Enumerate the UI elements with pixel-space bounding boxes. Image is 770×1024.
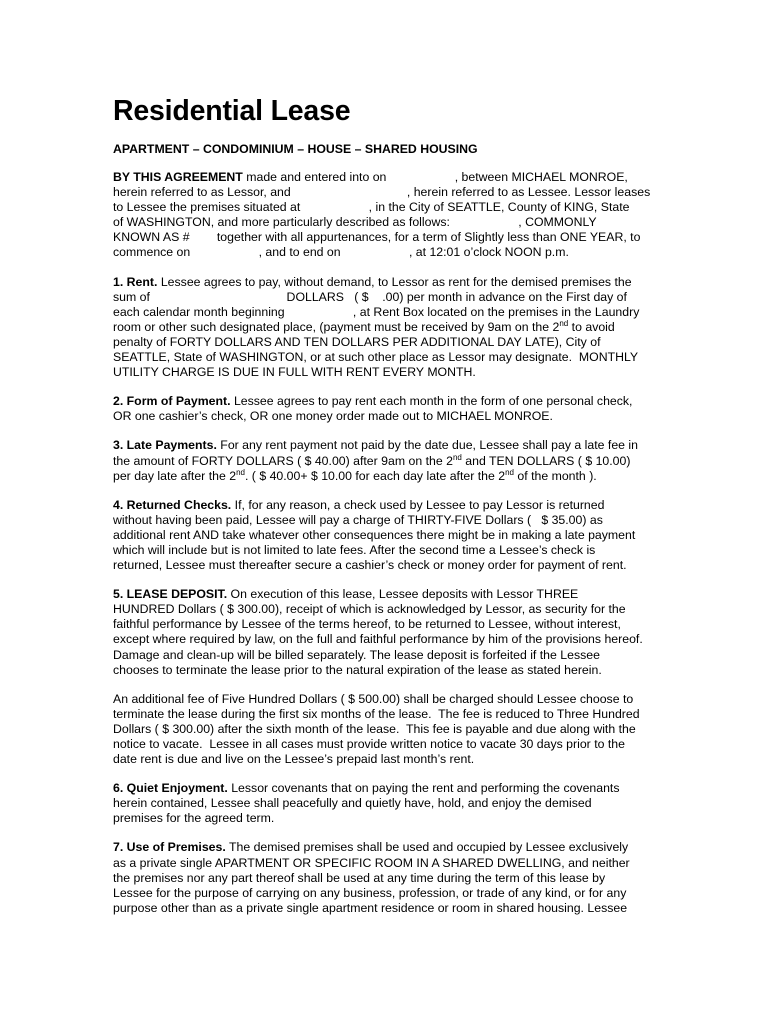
document-title: Residential Lease: [113, 95, 351, 127]
paragraph-heading: 4. Returned Checks.: [113, 497, 232, 512]
agreement-paragraph: BY THIS AGREEMENT made and entered into on , between MICHAEL MONROE, herein referred to as Lessor, and , herein referred to as Lessee. Lessor leases to Lessee the premises situated at , in the City of SEATTLE, County of KING, State of WASHINGTON, and more particularly described as follows: , COMMONLY KNOWN AS # together with all appurtenances, for a term of Slightly less than ONE YEAR, to commence on , and to end on , at 12:01 o’clock NOON p.m.: [113, 170, 651, 260]
lease-deposit-paragraph: 5. LEASE DEPOSIT. On execution of this lease, Lessee deposits with Lessor THREE HUNDRED Dollars ( $ 300.00), receipt of which is acknowledged by Lessor, as security for the faithful performance by Lessee of the terms hereof, to be returned to Lessee, without interest, except where required by law, on the full and faithful performance by him of the provisions hereof. Damage and clean-up will be billed separately. The lease deposit is forfeited if the Lessee chooses to terminate the lease prior to the natural expiration of the lease as stated herein.: [113, 587, 643, 677]
paragraph-heading: BY THIS AGREEMENT: [113, 170, 243, 184]
paragraph-heading: 5. LEASE DEPOSIT.: [113, 587, 228, 602]
lease-document: [113, 92, 658, 916]
paragraph-heading: 6. Quiet Enjoyment.: [113, 781, 228, 796]
late-payments-paragraph: 3. Late Payments. For any rent payment not paid by the date due, Lessee shall pay a late fee in the amount of FORTY DOLLARS ( $ 40.00) after 9am on the 2nd and TEN DOLLARS ( $ 10.00) per day late after the 2nd. ( $ 40.00+ $ 10.00 for each day late after the 2nd of the month ).: [113, 438, 638, 483]
document-subtitle: APARTMENT – CONDOMINIUM – HOUSE – SHARED HOUSING: [113, 142, 478, 156]
additional-fee-paragraph: An additional fee of Five Hundred Dollars ( $ 500.00) shall be charged should Lessee choose to terminate the lease during the first six months of the lease. The fee is reduced to Three Hundred Dollars ( $ 300.00) after the sixth month of the lease. This fee is payable and due along with the notice to vacate. Lessee in all cases must provide written notice to vacate 30 days prior to the date rent is due and live on the Lessee’s prepaid last month’s rent.: [113, 691, 640, 767]
quiet-enjoyment-paragraph: 6. Quiet Enjoyment. Lessor covenants that on paying the rent and performing the covenants herein contained, Lessee shall peacefully and quietly have, hold, and enjoy the demised premises for the agreed term.: [113, 781, 620, 826]
paragraph-heading: 2. Form of Payment.: [113, 394, 231, 409]
use-of-premises-paragraph: 7. Use of Premises. The demised premises shall be used and occupied by Lessee exclusively as a private single APARTMENT OR SPECIFIC ROOM IN A SHARED DWELLING, and neither the premises nor any part thereof shall be used at any time during the term of this lease by Lessee for the purpose of carrying on any business, profession, or trade of any kind, or for any purpose other than as a private single apartment residence or room in shared housing. Lessee: [113, 840, 630, 915]
paragraph-heading: 3. Late Payments.: [113, 438, 217, 453]
paragraph-heading: 1. Rent.: [113, 274, 158, 289]
returned-checks-paragraph: 4. Returned Checks. If, for any reason, a check used by Lessee to pay Lessor is returned without having been paid, Lessee will pay a charge of THIRTY-FIVE Dollars ( $ 35.00) as additional rent AND take whatever other consequences there might be in making a late payment which will include but is not limited to late fees. After the second time a Lessee’s check is returned, Lessee must thereafter secure a cashier’s check or money order for payment of rent.: [113, 497, 636, 573]
rent-paragraph: 1. Rent. Lessee agrees to pay, without demand, to Lessor as rent for the demised premises the sum of DOLLARS ( $ .00) per month in advance on the First day of each calendar month beginning , at Rent Box located on the premises in the Laundry room or other such designated place, (payment must be received by 9am on the 2nd to avoid penalty of FORTY DOLLARS AND TEN DOLLARS PER ADDITIONAL DAY LATE), City of SEATTLE, State of WASHINGTON, or at such other place as Lessor may designate. MONTHLY UTILITY CHARGE IS DUE IN FULL WITH RENT EVERY MONTH.: [113, 274, 640, 380]
form-of-payment-paragraph: 2. Form of Payment. Lessee agrees to pay rent each month in the form of one personal check, OR one cashier’s check, OR one money order made out to MICHAEL MONROE.: [113, 394, 633, 424]
paragraph-heading: 7. Use of Premises.: [113, 840, 226, 855]
